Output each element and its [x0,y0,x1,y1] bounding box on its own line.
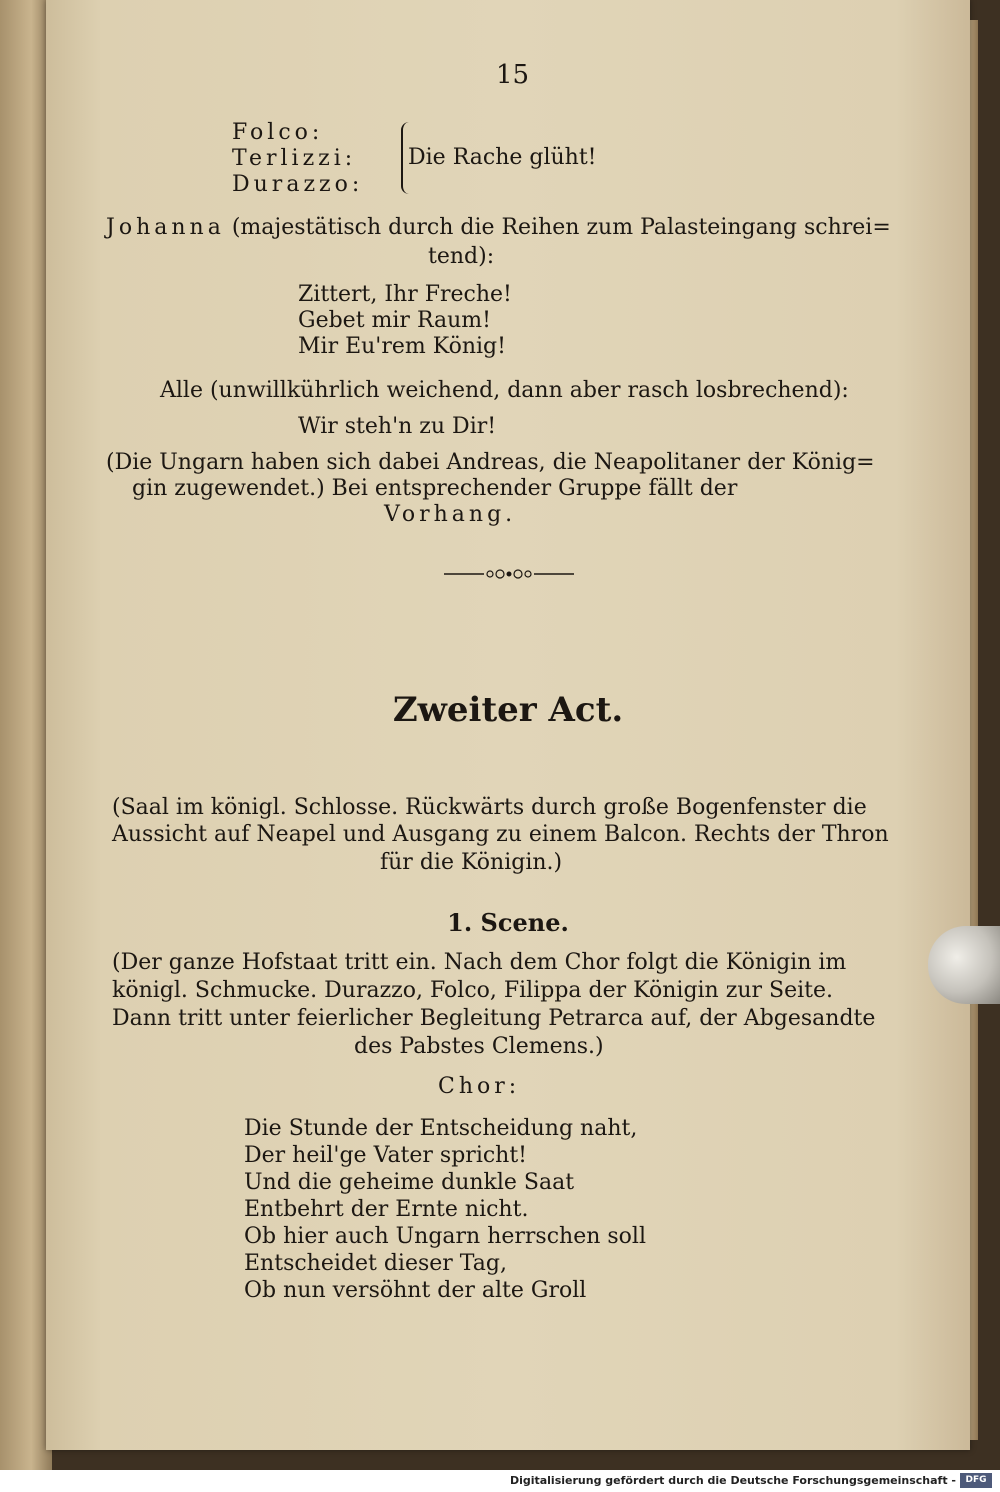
johanna-direction-line-1: (majestätisch durch die Reihen zum Palasteingang schrei= [231,215,891,240]
speaker-johanna: Johanna [106,215,225,240]
scanner-thumb [928,926,1000,1004]
ornament-divider [444,568,574,580]
scene-direction-line-3: Dann tritt unter feierlicher Begleitung Petrarca auf, der Abgesandte [112,1006,876,1031]
chor-verse-1: Die Stunde der Entscheidung naht, [244,1116,638,1141]
johanna-verse-3: Mir Eu'rem König! [298,334,506,359]
dfg-logo-icon: DFG [960,1473,992,1488]
setting-line-1: (Saal im königl. Schlosse. Rückwärts durch große Bogenfenster die [112,795,867,820]
page-number: 15 [496,60,530,90]
setting-line-3: für die Königin.) [380,850,563,875]
scene-direction-line-4: des Pabstes Clemens.) [354,1034,604,1059]
alle-direction: Alle (unwillkührlich weichend, dann aber rasch losbrechend): [160,378,849,403]
chor-verse-3: Und die geheime dunkle Saat [244,1170,575,1195]
johanna-direction-line-2: tend): [428,244,495,269]
speaker-terlizzi: Terlizzi: [232,146,357,171]
scene-direction-line-2: königl. Schmucke. Durazzo, Folco, Filippa der Königin zur Seite. [112,978,833,1003]
johanna-direction [106,215,891,240]
speaker-durazzo: Durazzo: [232,172,364,197]
johanna-verse-2: Gebet mir Raum! [298,308,491,333]
scene-direction-line-1: (Der ganze Hofstaat tritt ein. Nach dem Chor folgt die Königin im [112,950,847,975]
footer-bar [0,1470,1000,1492]
speakers-line: Die Rache glüht! [408,145,597,170]
johanna-verse-1: Zittert, Ihr Freche! [298,282,512,307]
act-title: Zweiter Act. [392,690,624,730]
facing-page-edge [0,0,52,1470]
chor-verse-6: Entscheidet dieser Tag, [244,1251,507,1276]
stage-direction-line-3: Vorhang. [384,502,517,527]
setting-line-2: Aussicht auf Neapel und Ausgang zu einem Balcon. Rechts der Thron [112,822,889,847]
stage-direction-line-1: (Die Ungarn haben sich dabei Andreas, die Neapolitaner der König= [106,450,875,475]
alle-verse: Wir steh'n zu Dir! [298,414,497,439]
chor-verse-7: Ob nun versöhnt der alte Groll [244,1278,587,1303]
chor-verse-5: Ob hier auch Ungarn herrschen soll [244,1224,646,1249]
chor-label: Chor: [438,1074,521,1099]
footer-credit: Digitalisierung gefördert durch die Deutsche Forschungsgemeinschaft - [509,1474,956,1487]
scene-title: 1. Scene. [447,908,569,937]
chor-verse-4: Entbehrt der Ernte nicht. [244,1197,529,1222]
speaker-folco: Folco: [232,120,324,145]
book-page [46,0,970,1450]
chor-verse-2: Der heil'ge Vater spricht! [244,1143,528,1168]
stage-direction-line-2: gin zugewendet.) Bei entsprechender Gruppe fällt der [132,476,738,501]
